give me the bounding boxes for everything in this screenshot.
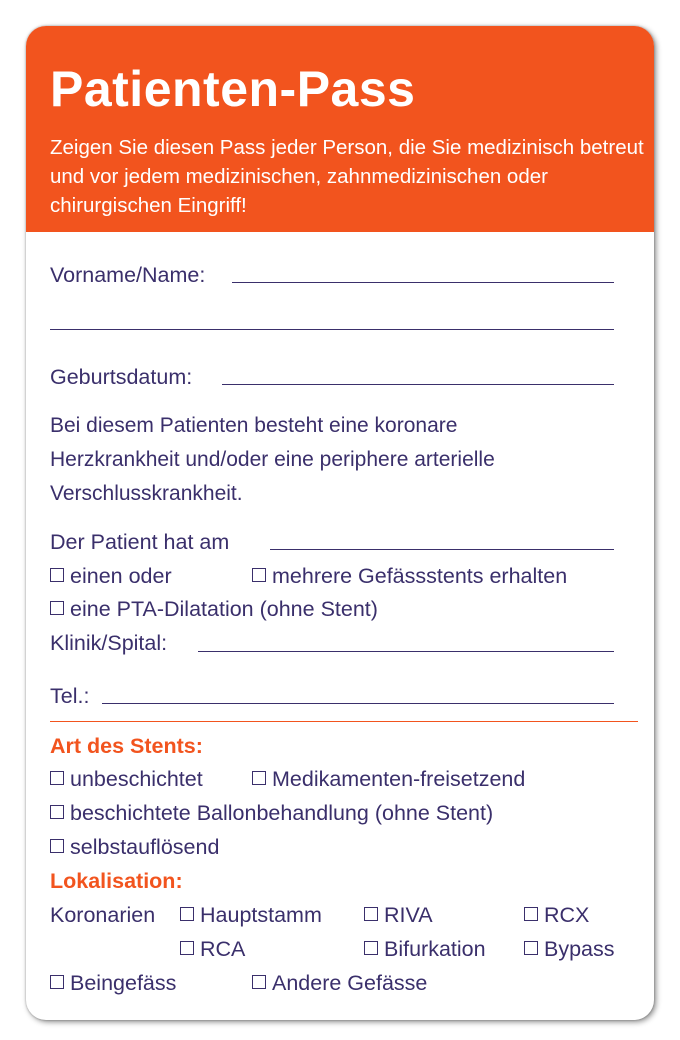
diagnosis-line-3: Verschlusskrankheit. [50,482,243,505]
clinic-field-line[interactable] [198,651,614,652]
checkbox-coated-balloon[interactable] [50,805,64,819]
checkbox-bioresorbable[interactable] [50,839,64,853]
checkbox-bifurcation[interactable] [364,941,378,955]
checkbox-main-stem[interactable] [180,907,194,921]
name-label: Vorname/Name: [50,263,206,287]
stent-option-drug-eluting[interactable]: Medikamenten-freisetzend [252,766,525,792]
option-one-stent[interactable]: einen oder [50,563,172,589]
birthdate-label: Geburtsdatum: [50,365,193,389]
localisation-heading: Lokalisation: [50,869,183,893]
card-subtitle: Zeigen Sie diesen Pass jeder Person, die Sie medizinisch betreut und vor jedem medizinischen, zahnmedizinischen oder chirurgischen Eingriff! [50,136,644,217]
name-field-line[interactable] [232,282,614,283]
loc-option-bypass[interactable]: Bypass [524,936,615,962]
section-divider [50,721,638,722]
stent-option-coated-balloon[interactable]: beschichtete Ballonbehandlung (ohne Stent) [50,800,493,826]
loc-option-rca[interactable]: RCA [180,936,245,962]
checkbox-leg-vessel[interactable] [50,975,64,989]
loc-option-other-vessels[interactable]: Andere Gefässe [252,970,427,996]
checkbox-pta-dilatation[interactable] [50,601,64,615]
diagnosis-text [50,409,495,511]
procedure-date-field-line[interactable] [270,549,614,550]
name-field-line-2[interactable] [50,329,614,330]
phone-field-line[interactable] [102,703,614,704]
loc-option-rcx[interactable]: RCX [524,902,589,928]
checkbox-one-stent[interactable] [50,568,64,582]
option-pta-dilatation[interactable]: eine PTA-Dilatation (ohne Stent) [50,596,378,622]
loc-option-leg-vessel[interactable]: Beingefäss [50,970,176,996]
diagnosis-line-1: Bei diesem Patienten besteht eine koronare [50,414,458,437]
loc-option-bifurcation[interactable]: Bifurkation [364,936,486,962]
stent-type-heading: Art des Stents: [50,734,203,758]
loc-option-main-stem[interactable]: Hauptstamm [180,902,322,928]
loc-option-riva[interactable]: RIVA [364,902,433,928]
stent-option-uncoated[interactable]: unbeschichtet [50,766,203,792]
procedure-date-label: Der Patient hat am [50,530,230,554]
checkbox-drug-eluting[interactable] [252,771,266,785]
clinic-label: Klinik/Spital: [50,631,168,655]
card-title: Patienten-Pass [50,61,416,117]
diagnosis-line-2: Herzkrankheit und/oder eine periphere arterielle [50,448,495,471]
checkbox-multiple-stents[interactable] [252,568,266,582]
checkbox-bypass[interactable] [524,941,538,955]
checkbox-uncoated[interactable] [50,771,64,785]
checkbox-rcx[interactable] [524,907,538,921]
card-header [26,26,654,232]
birthdate-field-line[interactable] [222,384,614,385]
checkbox-other-vessels[interactable] [252,975,266,989]
checkbox-riva[interactable] [364,907,378,921]
stent-option-bioresorbable[interactable]: selbstauflösend [50,834,219,860]
checkbox-rca[interactable] [180,941,194,955]
option-multiple-stents[interactable]: mehrere Gefässstents erhalten [252,563,567,589]
phone-label: Tel.: [50,684,90,708]
coronary-label: Koronarien [50,903,156,927]
patient-pass-card [26,26,654,1020]
